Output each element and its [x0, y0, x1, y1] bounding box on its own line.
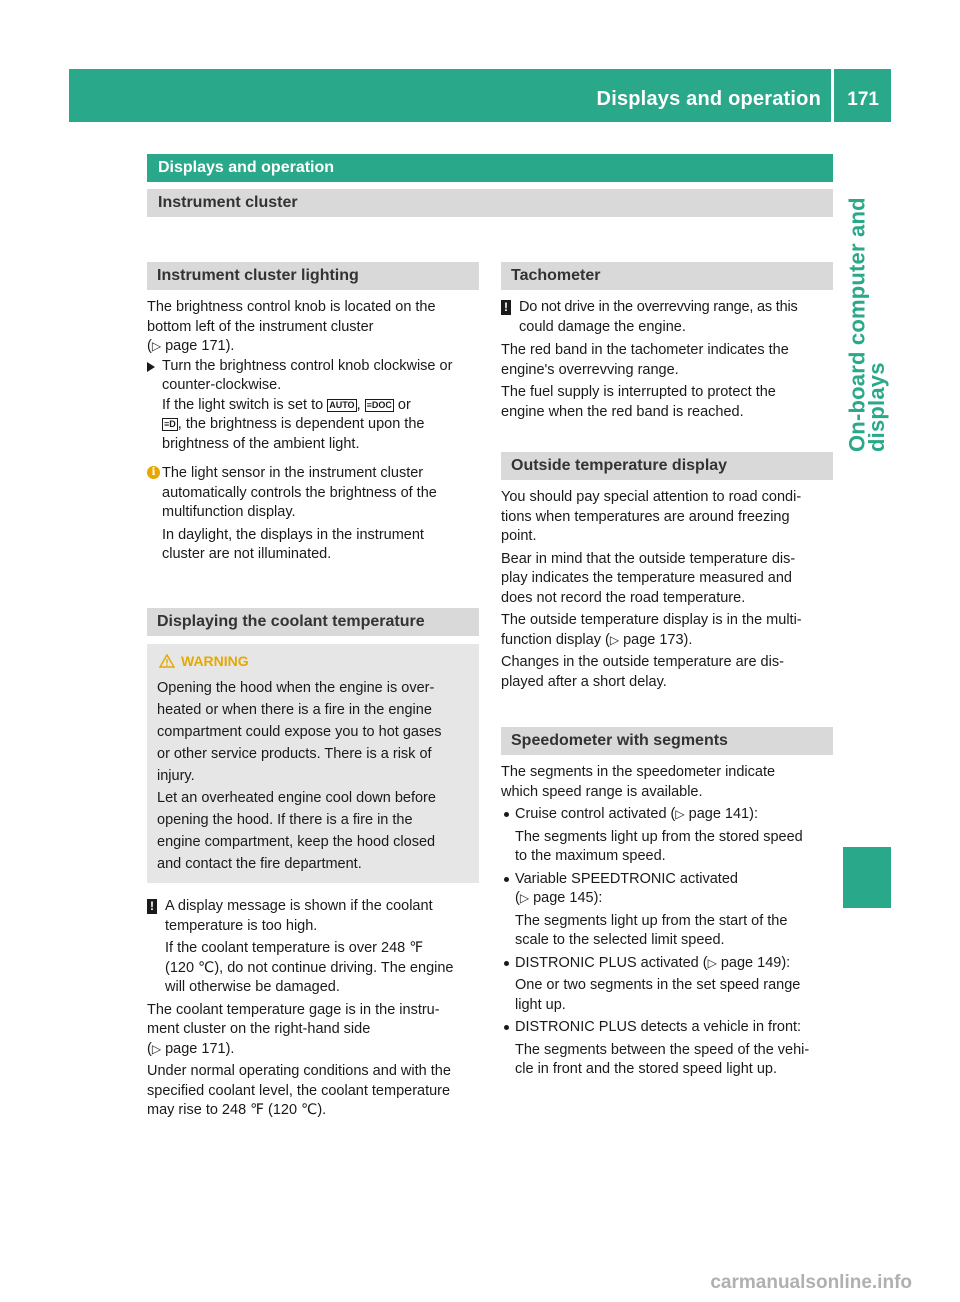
section-subtitle: Instrument cluster — [147, 189, 833, 217]
body-line: Changes in the outside temperature are dis- — [501, 654, 784, 670]
step-text: or — [397, 396, 411, 413]
step-arrow-icon — [147, 362, 155, 372]
note-line: will otherwise be damaged. — [165, 979, 340, 995]
note-line: temperature is too high. — [165, 917, 318, 934]
body-line: The outside temperature display is in the multi- — [501, 612, 802, 628]
body-line: played after a short delay. — [501, 673, 667, 690]
instruction-step — [147, 357, 479, 455]
list-item — [501, 870, 833, 951]
body-line: engine when the red band is reached. — [501, 403, 744, 420]
info-note — [147, 464, 479, 565]
info-line: cluster are not illuminated. — [162, 546, 332, 562]
warning-line: Opening the hood when the engine is over- — [157, 680, 435, 696]
chapter-sidebar — [843, 122, 891, 452]
bullet-icon — [504, 877, 509, 882]
body-line: function display (▷ page 173). — [501, 631, 693, 648]
caution-icon: ! — [501, 300, 511, 315]
warning-box — [147, 644, 479, 884]
page-link[interactable]: page 173). — [623, 631, 693, 648]
list-line: Variable SPEEDTRONIC activated — [515, 870, 738, 887]
page-ref-arrow-icon: ▷ — [519, 891, 530, 905]
page-ref-arrow-icon: ▷ — [609, 632, 620, 647]
list-item — [501, 1018, 833, 1080]
warning-line: Let an overheated engine cool down before — [157, 790, 436, 806]
list-line: The segments light up from the stored speed — [515, 828, 803, 845]
body-line: You should pay special attention to road condi- — [501, 489, 802, 505]
heading-tachometer: Tachometer — [501, 262, 833, 290]
body-line: Bear in mind that the outside temperature dis- — [501, 550, 796, 567]
lighting-intro-3: (▷ page 171). — [147, 338, 235, 354]
chapter-label: On-board computer and displays — [844, 197, 889, 452]
page-ref-arrow-icon: ▷ — [151, 339, 162, 353]
list-line: scale to the selected limit speed. — [515, 932, 725, 948]
note-line: If the coolant temperature is over 248 ℉ — [165, 940, 424, 956]
list-text: DISTRONIC PLUS activated — [515, 954, 699, 971]
bullet-icon — [504, 961, 509, 966]
body-line: specified coolant level, the coolant temperature — [147, 1082, 451, 1099]
page-link[interactable]: page 149): — [720, 954, 791, 971]
warning-line: opening the hood. If there is a fire in the — [157, 812, 413, 828]
list-line: DISTRONIC PLUS detects a vehicle in front: — [515, 1019, 802, 1035]
warning-line: and contact the fire department. — [157, 856, 362, 872]
list-item — [501, 954, 833, 1016]
bullet-icon — [504, 1025, 509, 1030]
body-line: engine's overrevving range. — [501, 361, 679, 378]
list-item — [501, 805, 833, 867]
auto-light-icon: AUTO — [329, 399, 355, 410]
step-text: If the light switch is set to — [162, 396, 324, 413]
heading-outside-temp: Outside temperature display — [501, 452, 833, 480]
body-line: play indicates the temperature measured and — [501, 570, 792, 586]
step-text: , — [356, 396, 361, 413]
watermark: carmanualsonline.info — [710, 1272, 912, 1293]
right-column — [501, 262, 833, 1080]
bullet-icon — [504, 812, 509, 817]
body-line: point. — [501, 528, 537, 544]
body-line: may rise to 248 ℉ (120 ℃). — [147, 1102, 327, 1118]
body-line: which speed range is available. — [501, 783, 703, 800]
page-ref-arrow-icon: ▷ — [151, 1041, 162, 1056]
list-line: Cruise control activated (▷ page 141): — [515, 806, 758, 822]
body-line: (▷ page 171). — [147, 1040, 235, 1057]
step-line: brightness of the ambient light. — [162, 435, 360, 452]
heading-coolant: Displaying the coolant temperature — [147, 608, 479, 636]
step-line: Turn the brightness control knob clockwise or — [162, 357, 453, 374]
list-line: DISTRONIC PLUS activated (▷ page 149): — [515, 954, 791, 971]
step-text: , the brightness is dependent upon the — [177, 416, 425, 432]
lighting-intro-1: The brightness control knob is located on the — [147, 299, 436, 315]
note-line: could damage the engine. — [519, 318, 686, 335]
warning-line: injury. — [157, 768, 195, 784]
note-line: (120 ℃), do not continue driving. The engine — [165, 959, 454, 976]
page-ref-arrow-icon: ▷ — [707, 955, 717, 970]
warning-label: WARNING — [181, 652, 249, 669]
warning-line: heated or when there is a fire in the engine — [157, 702, 432, 718]
page-header-bar — [69, 69, 891, 122]
list-line: (▷ page 145): — [515, 890, 603, 906]
list-line: One or two segments in the set speed range — [515, 977, 801, 993]
warning-line: compartment could expose you to hot gases — [157, 724, 442, 740]
heading-lighting: Instrument cluster lighting — [147, 262, 479, 290]
page-number: 171 — [847, 89, 879, 110]
page-link[interactable]: page 145): — [533, 890, 603, 906]
page-link[interactable]: page 171). — [165, 1040, 235, 1057]
list-text: Cruise control activated — [515, 806, 667, 822]
list-line: cle in front and the stored speed light up. — [515, 1061, 777, 1077]
info-line: multifunction display. — [162, 504, 296, 520]
caution-icon: ! — [147, 899, 157, 914]
header-separator — [831, 69, 834, 122]
body-text: function display — [501, 631, 601, 648]
step-line — [162, 415, 479, 435]
info-line: The light sensor in the instrument cluster — [162, 465, 424, 481]
page-link[interactable]: page 141): — [688, 806, 758, 822]
body-line: The fuel supply is interrupted to protect the — [501, 384, 776, 400]
body-line: The segments in the speedometer indicate — [501, 764, 776, 780]
header-title: Displays and operation — [596, 88, 821, 110]
caution-note — [147, 897, 479, 998]
low-beam-icon: ≡D — [164, 419, 176, 429]
page-ref-arrow-icon: ▷ — [675, 807, 685, 821]
warning-line: engine compartment, keep the hood closed — [157, 834, 436, 850]
section-title: Displays and operation — [147, 154, 833, 182]
warning-line: or other service products. There is a risk of — [157, 746, 432, 762]
note-line: Do not drive in the overrevving range, as this — [519, 299, 798, 315]
list-line: light up. — [515, 996, 566, 1013]
warning-header — [157, 652, 469, 672]
heading-speedometer: Speedometer with segments — [501, 727, 833, 755]
body-line: ment cluster on the right-hand side — [147, 1021, 371, 1037]
body-line: The coolant temperature gage is in the instru- — [147, 1001, 440, 1018]
list-line: to the maximum speed. — [515, 848, 666, 864]
info-line: In daylight, the displays in the instrument — [162, 526, 424, 543]
list-line: The segments light up from the start of the — [515, 912, 788, 929]
body-line: does not record the road temperature. — [501, 589, 746, 606]
step-line — [162, 396, 479, 416]
list-line: The segments between the speed of the vehi- — [515, 1041, 810, 1058]
lighting-intro-2: bottom left of the instrument cluster — [147, 318, 374, 335]
body-line: Under normal operating conditions and with the — [147, 1063, 451, 1079]
left-column — [147, 262, 479, 1121]
body-line: tions when temperatures are around freezing — [501, 508, 790, 525]
warning-triangle-icon — [159, 654, 175, 668]
side-light-icon: ≡DOC — [366, 399, 392, 410]
page-link[interactable]: page 171). — [165, 338, 235, 354]
step-line: counter-clockwise. — [162, 377, 282, 393]
caution-note — [501, 298, 833, 337]
body-line: The red band in the tachometer indicates the — [501, 342, 789, 358]
info-icon: i — [147, 466, 160, 479]
info-line: automatically controls the brightness of the — [162, 484, 437, 501]
note-line: A display message is shown if the coolant — [165, 898, 433, 914]
chapter-tab-marker — [843, 847, 891, 908]
